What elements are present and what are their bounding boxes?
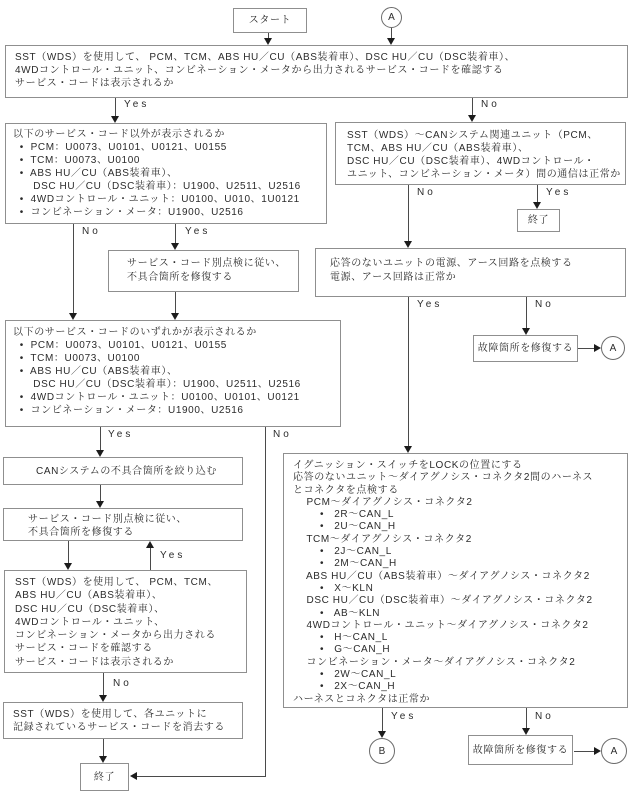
text-line: イグニッション・スイッチをLOCKの位置にする [293,460,523,471]
arrowhead-down [522,728,530,735]
text-line: • 2X～CAN_H [293,681,396,693]
text-line: SST（WDS）を使用して、 PCM、TCM、ABS HU／CU（ABS装着車）、DSC HU／CU（DSC装着車）、 [15,52,516,63]
connector-line [100,485,101,501]
text-line: TCM～ダイアグノシス・コネクタ2 [293,533,472,545]
fix-fault-box-1: 故障箇所を修復する [473,335,578,362]
text-line: • TCM：U0073、U0100 [13,353,141,364]
arrowhead-left [130,772,137,780]
arrowhead-down [96,450,104,457]
text-line: 記録されているサービス・コードを消去する [13,722,225,733]
text-line: 応答のないユニットの電源、アース回路を点検する [330,258,573,269]
connector-line [68,541,69,563]
edge-label-yes: Yes [185,226,211,237]
text-line: サービス・コードを確認する [15,643,153,655]
text-line: ABS HU／CU（ABS装着車）、 [15,590,163,602]
edge-label-no: No [113,678,132,689]
connector-line [574,751,594,752]
text-line: SST（WDS）～CANシステム関連ユニット（PCM、 [347,130,598,141]
connector-line [103,739,104,756]
edge-label-yes: Yes [160,550,186,561]
connector-line [391,28,392,38]
text-line: CANシステムの不具合箇所を絞り込む [36,466,217,477]
edge-label-yes: Yes [546,187,572,198]
arrowhead-down [404,446,412,453]
power-ground-check-box [315,248,626,297]
connector-line [175,292,176,313]
edge-label-yes: Yes [391,711,417,722]
connector-a-top: A [381,7,402,28]
text-line: ユニット、コンビネーション・メータ）間の通信は正常か [347,169,621,180]
text-line: 不具合箇所を修復する [127,272,233,283]
text-line: • 2W～CAN_L [293,669,397,681]
text-line: 4WDコントロール・ユニット～ダイアグノシス・コネクタ2 [293,619,589,631]
text-line: ハーネスとコネクタは正常か [293,693,431,705]
text-line: • TCM：U0073、U0100 [13,155,141,166]
arrowhead-down [387,38,395,45]
connector-b: B [369,738,395,764]
text-line: DSC HU／CU（DSC装着車）：U1900、U2511、U2516 [13,379,301,390]
connector-line [408,185,409,241]
codes-other-than-list-box [5,123,327,224]
arrowhead-down [378,731,386,738]
text-line: コンビネーション・メータから出力される [15,630,216,642]
text-line: • X～KLN [293,582,374,594]
edge-label-no: No [481,99,500,110]
text-line: DSC HU／CU（DSC装着車）：U1900、U2511、U2516 [13,181,301,192]
text-line: • 4WDコントロール・ユニット：U0100、U0101、U0121 [13,392,300,403]
check-service-codes-box [5,45,628,98]
text-line: • コンビネーション・メータ：U1900、U2516 [13,207,244,218]
arrowhead-down [264,38,272,45]
start-node: スタート [233,8,307,33]
text-line: とコネクタを点検する [293,484,399,496]
clear-service-codes-box [3,702,243,739]
text-line: 応答のないユニット～ダイアグノシス・コネクタ2間のハーネス [293,472,594,484]
text-line: • 2U～CAN_H [293,521,396,533]
arrowhead-down [99,756,107,763]
codes-any-list-box [5,320,341,427]
connector-line [382,708,383,731]
end-node-bottom: 終了 [80,763,129,791]
text-line: • 2M～CAN_H [293,558,397,570]
arrowhead-down [533,202,541,209]
connector-a-bottom: A [601,738,627,764]
text-line: • コンビネーション・メータ：U1900、U2516 [13,405,244,416]
edge-label-no: No [417,187,436,198]
text-line: DSC HU／CU（DSC装着車）、 [15,603,165,615]
repair-by-code-box-2 [3,508,243,541]
arrowhead-down [171,243,179,250]
connector-line [150,548,151,570]
connector-line [100,427,101,450]
connector-line [526,708,527,728]
edge-label-yes: Yes [417,299,443,310]
arrowhead-up [146,541,154,548]
text-line: 4WDコントロール・ユニット、 [15,616,165,628]
sst-can-communication-box [335,122,626,185]
arrowhead-down [468,115,476,122]
text-line: ABS HU／CU（ABS装着車）～ダイアグノシス・コネクタ2 [293,570,590,582]
text-line: • ABS HU／CU（ABS装着車）、 [13,366,178,377]
arrowhead-right [594,344,601,352]
edge-label-no: No [273,429,292,440]
text-line: SST（WDS）を使用して、各ユニットに [13,709,208,720]
arrowhead-down [96,501,104,508]
connector-line [537,185,538,202]
arrowhead-down [404,241,412,248]
edge-label-yes: Yes [108,429,134,440]
ignition-lock-harness-check-box [283,453,628,708]
text-line: • 2J～CAN_L [293,546,392,558]
arrowhead-down [69,313,77,320]
end-node-top: 終了 [517,209,560,232]
edge-label-no: No [535,299,554,310]
text-line: • 4WDコントロール・ユニット：U0100、U010、1U0121 [13,194,300,205]
edge-label-yes: Yes [124,99,150,110]
text-line: 以下のサービス・コードのいずれかが表示されるか [13,327,257,338]
text-line: • G～CAN_H [293,644,391,656]
text-line: • 2R～CAN_L [293,509,395,521]
text-line: コンビネーション・メータ～ダイアグノシス・コネクタ2 [293,656,576,668]
connector-a-middle: A [601,336,625,360]
fix-fault-box-2: 故障箇所を修復する [468,735,573,765]
repair-by-code-box-1 [108,250,299,292]
text-line: 4WDコントロール・ユニット、コンビネーション・メータから出力されるサービス・コードを確認する [15,65,504,76]
connector-line [175,224,176,243]
connector-line [526,297,527,328]
text-line: • H～CAN_L [293,632,388,644]
text-line: PCM～ダイアグノシス・コネクタ2 [293,496,473,508]
text-line: • PCM：U0073、U0101、U0121、U0155 [13,340,227,351]
text-line: サービス・コードは表示されるか [15,78,174,89]
connector-line [265,427,266,776]
text-line: TCM、ABS HU／CU（ABS装着車）、 [347,143,529,154]
arrowhead-down [171,313,179,320]
connector-line [115,98,116,116]
edge-label-no: No [535,711,554,722]
arrowhead-down [64,563,72,570]
text-line: SST（WDS）を使用して、 PCM、TCM、 [15,577,219,588]
arrowhead-right [594,747,601,755]
text-line: • ABS HU／CU（ABS装着車）、 [13,168,178,179]
text-line: サービス・コード別点検に従い、 [28,514,187,525]
text-line: 電源、アース回路は正常か [330,272,457,283]
text-line: サービス・コードは表示されるか [15,656,174,668]
text-line: 以下のサービス・コード以外が表示されるか [13,129,225,140]
connector-line [103,673,104,695]
connector-line [408,297,409,446]
connector-line [578,348,594,349]
sst-recheck-box [4,570,247,673]
text-line: DSC HU／CU（DSC装着車）、4WDコントロール・ [347,156,595,167]
narrow-can-fault-box [3,457,243,485]
connector-line [73,224,74,313]
text-line: サービス・コード別点検に従い、 [127,258,286,269]
text-line: 不具合箇所を修復する [28,527,134,538]
edge-label-no: No [82,226,101,237]
arrowhead-down [111,116,119,123]
text-line: • AB～KLN [293,607,381,619]
text-line: DSC HU／CU（DSC装着車）～ダイアグノシス・コネクタ2 [293,595,593,607]
arrowhead-down [522,328,530,335]
connector-line [472,98,473,115]
connector-line [137,776,266,777]
text-line: • PCM：U0073、U0101、U0121、U0155 [13,142,227,153]
arrowhead-down [99,695,107,702]
